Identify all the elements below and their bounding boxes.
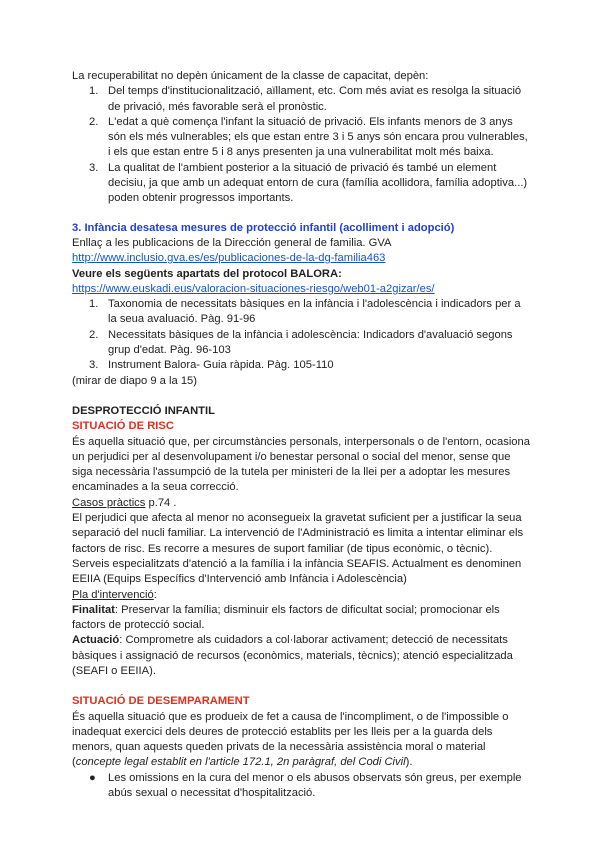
casos-label: Casos pràctics	[72, 496, 146, 509]
list-item: 3. La qualitat de l'ambient posterior a la situació de privació és també un element decisiu, ja que amb un adequat entorn de cura (família acollidora, família adoptiva...) poden obtenir progressos importants.	[89, 161, 528, 205]
list-item: 1. Taxonomia de necessitats bàsiques en la infància i l'adolescència i indicadors per a la seua avaluació. Pàg. 91-96	[89, 298, 521, 326]
pla-line: Pla d'intervenció:	[72, 588, 157, 601]
actuacio-label: Actuació	[72, 634, 120, 647]
perjudici-paragraph: El perjudici que afecta al menor no aconsegueix la gravetat suficient per a justificar la seua separació del nucli familiar. La intervenció de l'Administració es limita a intentar eliminar els factors de risc. Es recorre a mesures de suport familiar (de tipus econòmic, o tècnic).	[72, 512, 524, 555]
balora-list	[72, 297, 532, 373]
finalitat-paragraph: Finalitat: Preservar la família; disminuir els factors de dificultat social; promocionar els factors de protecció social.	[72, 603, 500, 632]
legal-citation: concepte legal establit en l'article 172.1, 2n paràgraf, del Codi Civil	[75, 756, 406, 769]
gva-publications-link[interactable]: http://www.inclusio.gva.es/es/publicaciones-de-la-dg-familia463	[72, 252, 386, 265]
serveis-paragraph: Serveis especialitzats d'atenció a la família i la infància SEAFIS. Actualment es denominen EEIIA (Equips Específics d'Intervenció amb Infància i Adolescència)	[72, 557, 522, 586]
desemparament-definition: És aquella situació que es produeix de fet a causa de l'incompliment, o de l'impossible o inadequat exercici dels deures de protecció establits per les lleis per a la guarda dels menors, quan aquests queden privats de la necessària assistència moral o material (concepte legal establit en l'article 172.1, 2n paràgraf, del Codi Civil).	[72, 710, 509, 769]
list-item: 3. Instrument Balora- Guia ràpida. Pàg. 105-110	[89, 359, 334, 372]
slides-note: (mirar de diapo 9 a la 15)	[72, 374, 197, 387]
document-page	[72, 69, 532, 801]
section-3-heading: 3. Infància desatesa mesures de protecció infantil (acolliment i adopció)	[72, 221, 455, 234]
actuacio-paragraph: Actuació: Comprometre als cuidadors a col·laborar activament; detecció de necessitats bàsiques i assignació de recursos (econòmics, materials, tècnics); atenció especialitzada (SEAFI o EEIIA).	[72, 634, 513, 677]
desemparament-bullets	[72, 771, 532, 802]
balora-heading: Veure els següents apartats del protocol BALORA:	[72, 267, 342, 280]
link-intro: Enllaç a les publicacions de la Dirección general de familia. GVA	[72, 236, 392, 249]
bullet-icon: ●	[89, 771, 96, 784]
intro-lead: La recuperabilitat no depèn únicament de la classe de capacitat, depèn:	[72, 70, 429, 82]
desproteccio-heading: DESPROTECCIÓ INFANTIL	[72, 404, 215, 417]
risc-heading: SITUACIÓ DE RISC	[72, 420, 174, 433]
euskadi-link[interactable]: https://www.euskadi.eus/valoracion-situaciones-riesgo/web01-a2gizar/es/	[72, 282, 435, 295]
desemparament-heading: SITUACIÓ DE DESEMPARAMENT	[72, 695, 250, 708]
risc-definition: És aquella situació que, per circumstàncies personals, interpersonals o de l'entorn, ocasiona un perjudici per al desenvolupament i/o benestar personal o social del menor, sense que siga necessària l'assumpció de la tutela per ministeri de la llei per a adoptar les mesures encaminades a la seua correcció.	[72, 435, 530, 494]
pla-label: Pla d'intervenció	[72, 588, 154, 601]
list-item: 2. L'edat a què comença l'infant la situació de privació. Els infants menors de 3 anys són els més vulnerables; els que estan entre 3 i 5 anys són encara prou vulnerables, i els que estan entre 5 i 8 anys presenten ja una vulnerabilitat molt més baixa.	[89, 115, 528, 159]
recuperability-list	[72, 84, 532, 206]
casos-line: Casos pràctics p.74 .	[72, 496, 177, 509]
finalitat-label: Finalitat	[72, 603, 115, 616]
list-item: 1. Del temps d'institucionalització, aïllament, etc. Com més aviat es resolga la situació de privació, més favorable serà el pronòstic.	[89, 85, 522, 113]
list-item: 2. Necessitats bàsiques de la infància i adolescència: Indicadors d'avaluació segons grup d'edat. Pàg. 96-103	[89, 328, 513, 357]
list-item: ● Les omissions en la cura del menor o els abusos observats són greus, per exemple abús sexual o necessitat d'hospitalització.	[89, 771, 522, 800]
